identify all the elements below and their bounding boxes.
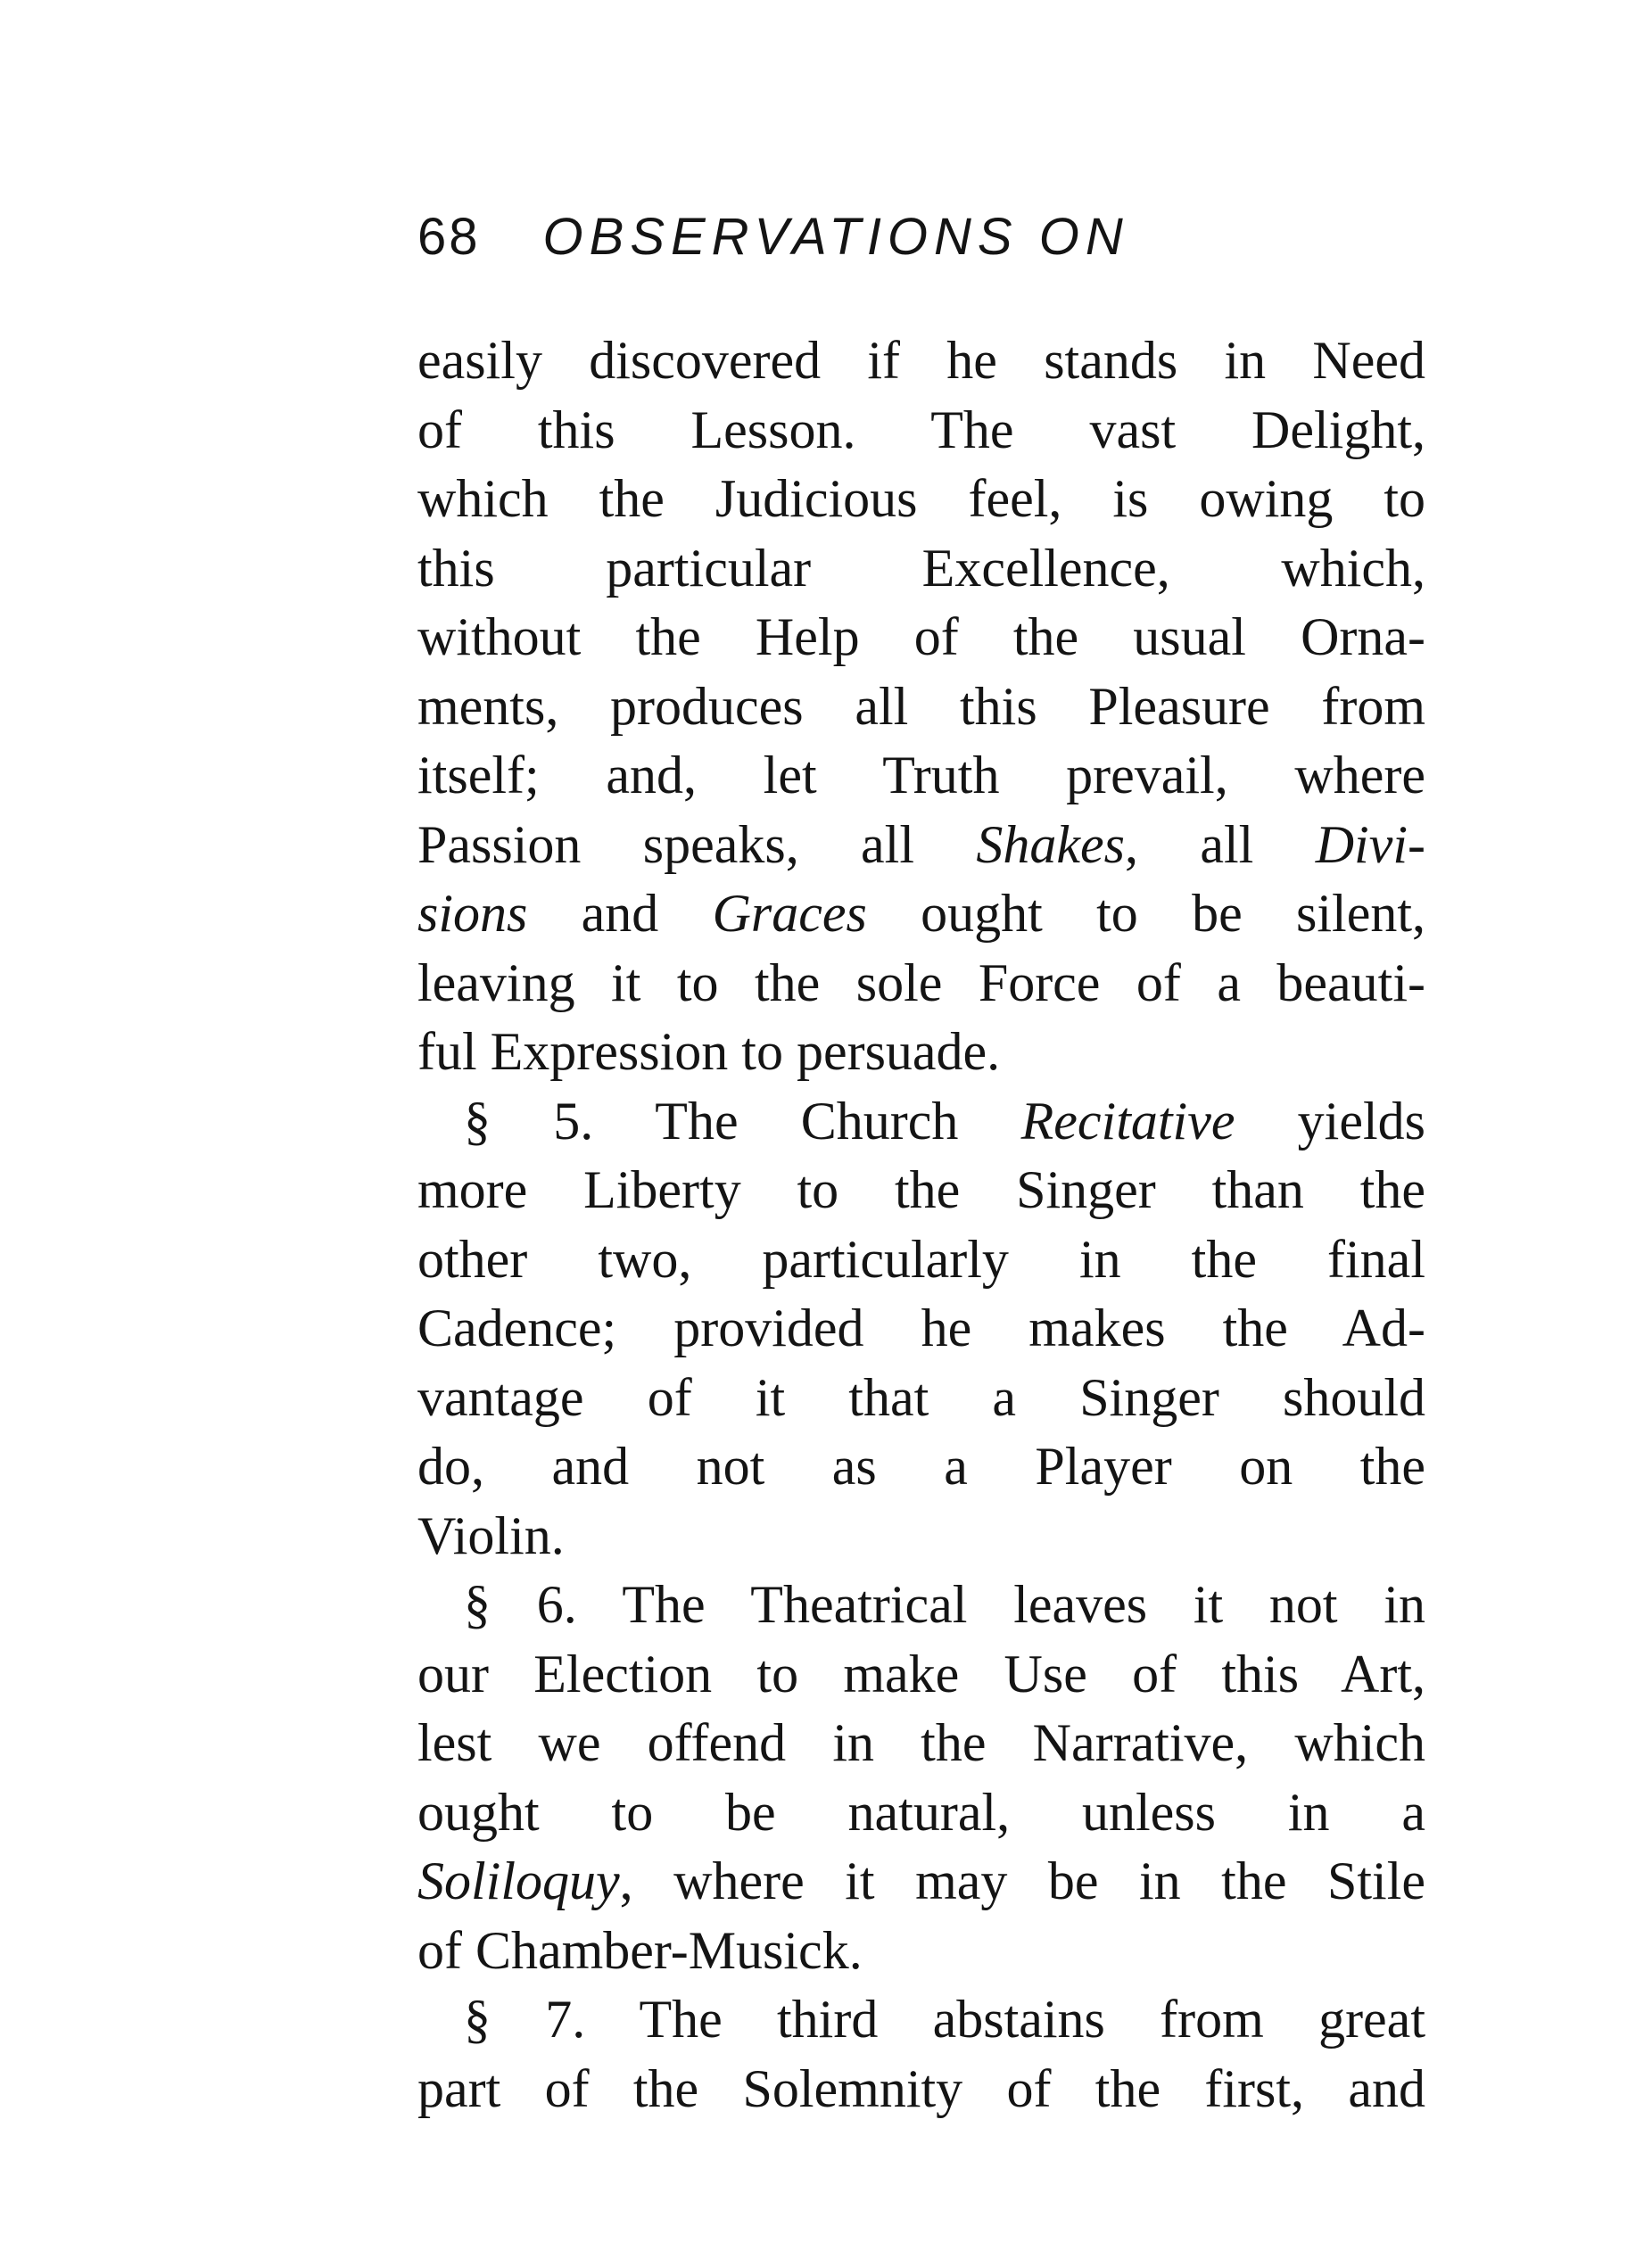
text-segment: do, and not as a Player on the [417,1437,1425,1496]
text-segment: other two, particularly in the final [417,1229,1425,1289]
text-line [417,1985,1425,2055]
book-page [417,207,1425,2124]
text-line [417,1225,1425,1295]
text-segment: Passion speaks, all [417,814,977,874]
italic-text: Shakes [976,814,1126,874]
text-segment: ought to be natural, unless in a [417,1782,1425,1842]
italic-text: Graces [712,884,867,943]
text-segment: § 7. The third abstains from great [464,1990,1425,2049]
text-line [417,741,1425,811]
italic-text: sions [417,884,528,943]
body-text [417,326,1425,2124]
text-line [417,879,1425,949]
text-segment: this particular Excellence, which, [417,538,1425,598]
text-line [417,1294,1425,1364]
text-segment: without the Help of the usual Orna- [417,607,1425,666]
text-segment: , all [1125,814,1316,874]
text-segment: our Election to make Use of this Art, [417,1644,1425,1703]
italic-text: Soliloquy [417,1852,620,1910]
text-segment: lest we offend in the Narrative, which [417,1713,1425,1772]
text-line [417,326,1425,396]
text-segment: yields [1235,1091,1425,1150]
text-segment: ful Expression to persuade. [417,1022,1001,1081]
page-number: 68 [417,208,481,266]
text-line [417,949,1425,1019]
text-line [417,1571,1425,1640]
text-line [417,1018,1425,1087]
text-segment: , where it may be in the Stile [619,1852,1425,1910]
text-segment: ments, produces all this Pleasure from [417,676,1425,736]
text-line [417,1502,1425,1571]
text-line [417,1709,1425,1778]
italic-text: Divi- [1315,814,1425,874]
text-segment: which the Judicious feel, is owing to [417,469,1425,528]
text-line [417,2055,1425,2124]
text-line [417,672,1425,742]
text-line [417,1778,1425,1848]
text-line [417,465,1425,534]
text-line [417,1640,1425,1710]
text-segment: part of the Solemnity of the first, and [417,2058,1425,2118]
text-segment: § 6. The Theatrical leaves it not in [464,1575,1425,1634]
text-segment: vantage of it that a Singer should [417,1367,1425,1427]
running-head: OBSERVATIONS ON [542,208,1129,266]
text-segment: and [527,884,713,943]
text-segment: of this Lesson. The vast Delight, [417,400,1425,459]
text-segment: of Chamber-Musick. [417,1920,863,1980]
text-line [417,1432,1425,1502]
text-line [417,1847,1425,1917]
text-line [417,1156,1425,1225]
text-line [417,396,1425,466]
text-line [417,534,1425,604]
italic-text: Recitative [1020,1091,1235,1150]
text-segment: Cadence; provided he makes the Ad- [417,1299,1425,1357]
text-segment: easily discovered if he stands in Need [417,331,1425,390]
text-segment: leaving it to the sole Force of a beauti- [417,953,1425,1012]
text-line [417,1364,1425,1433]
text-line [417,1087,1425,1157]
text-segment: more Liberty to the Singer than the [417,1160,1425,1219]
page-header [417,207,1425,287]
text-segment: § 5. The Church [464,1091,1021,1150]
text-line [417,603,1425,672]
text-line [417,1917,1425,1986]
text-segment: Violin. [417,1505,565,1565]
text-segment: ought to be silent, [866,884,1425,943]
text-segment: itself; and, let Truth prevail, where [417,746,1425,804]
text-line [417,811,1425,880]
